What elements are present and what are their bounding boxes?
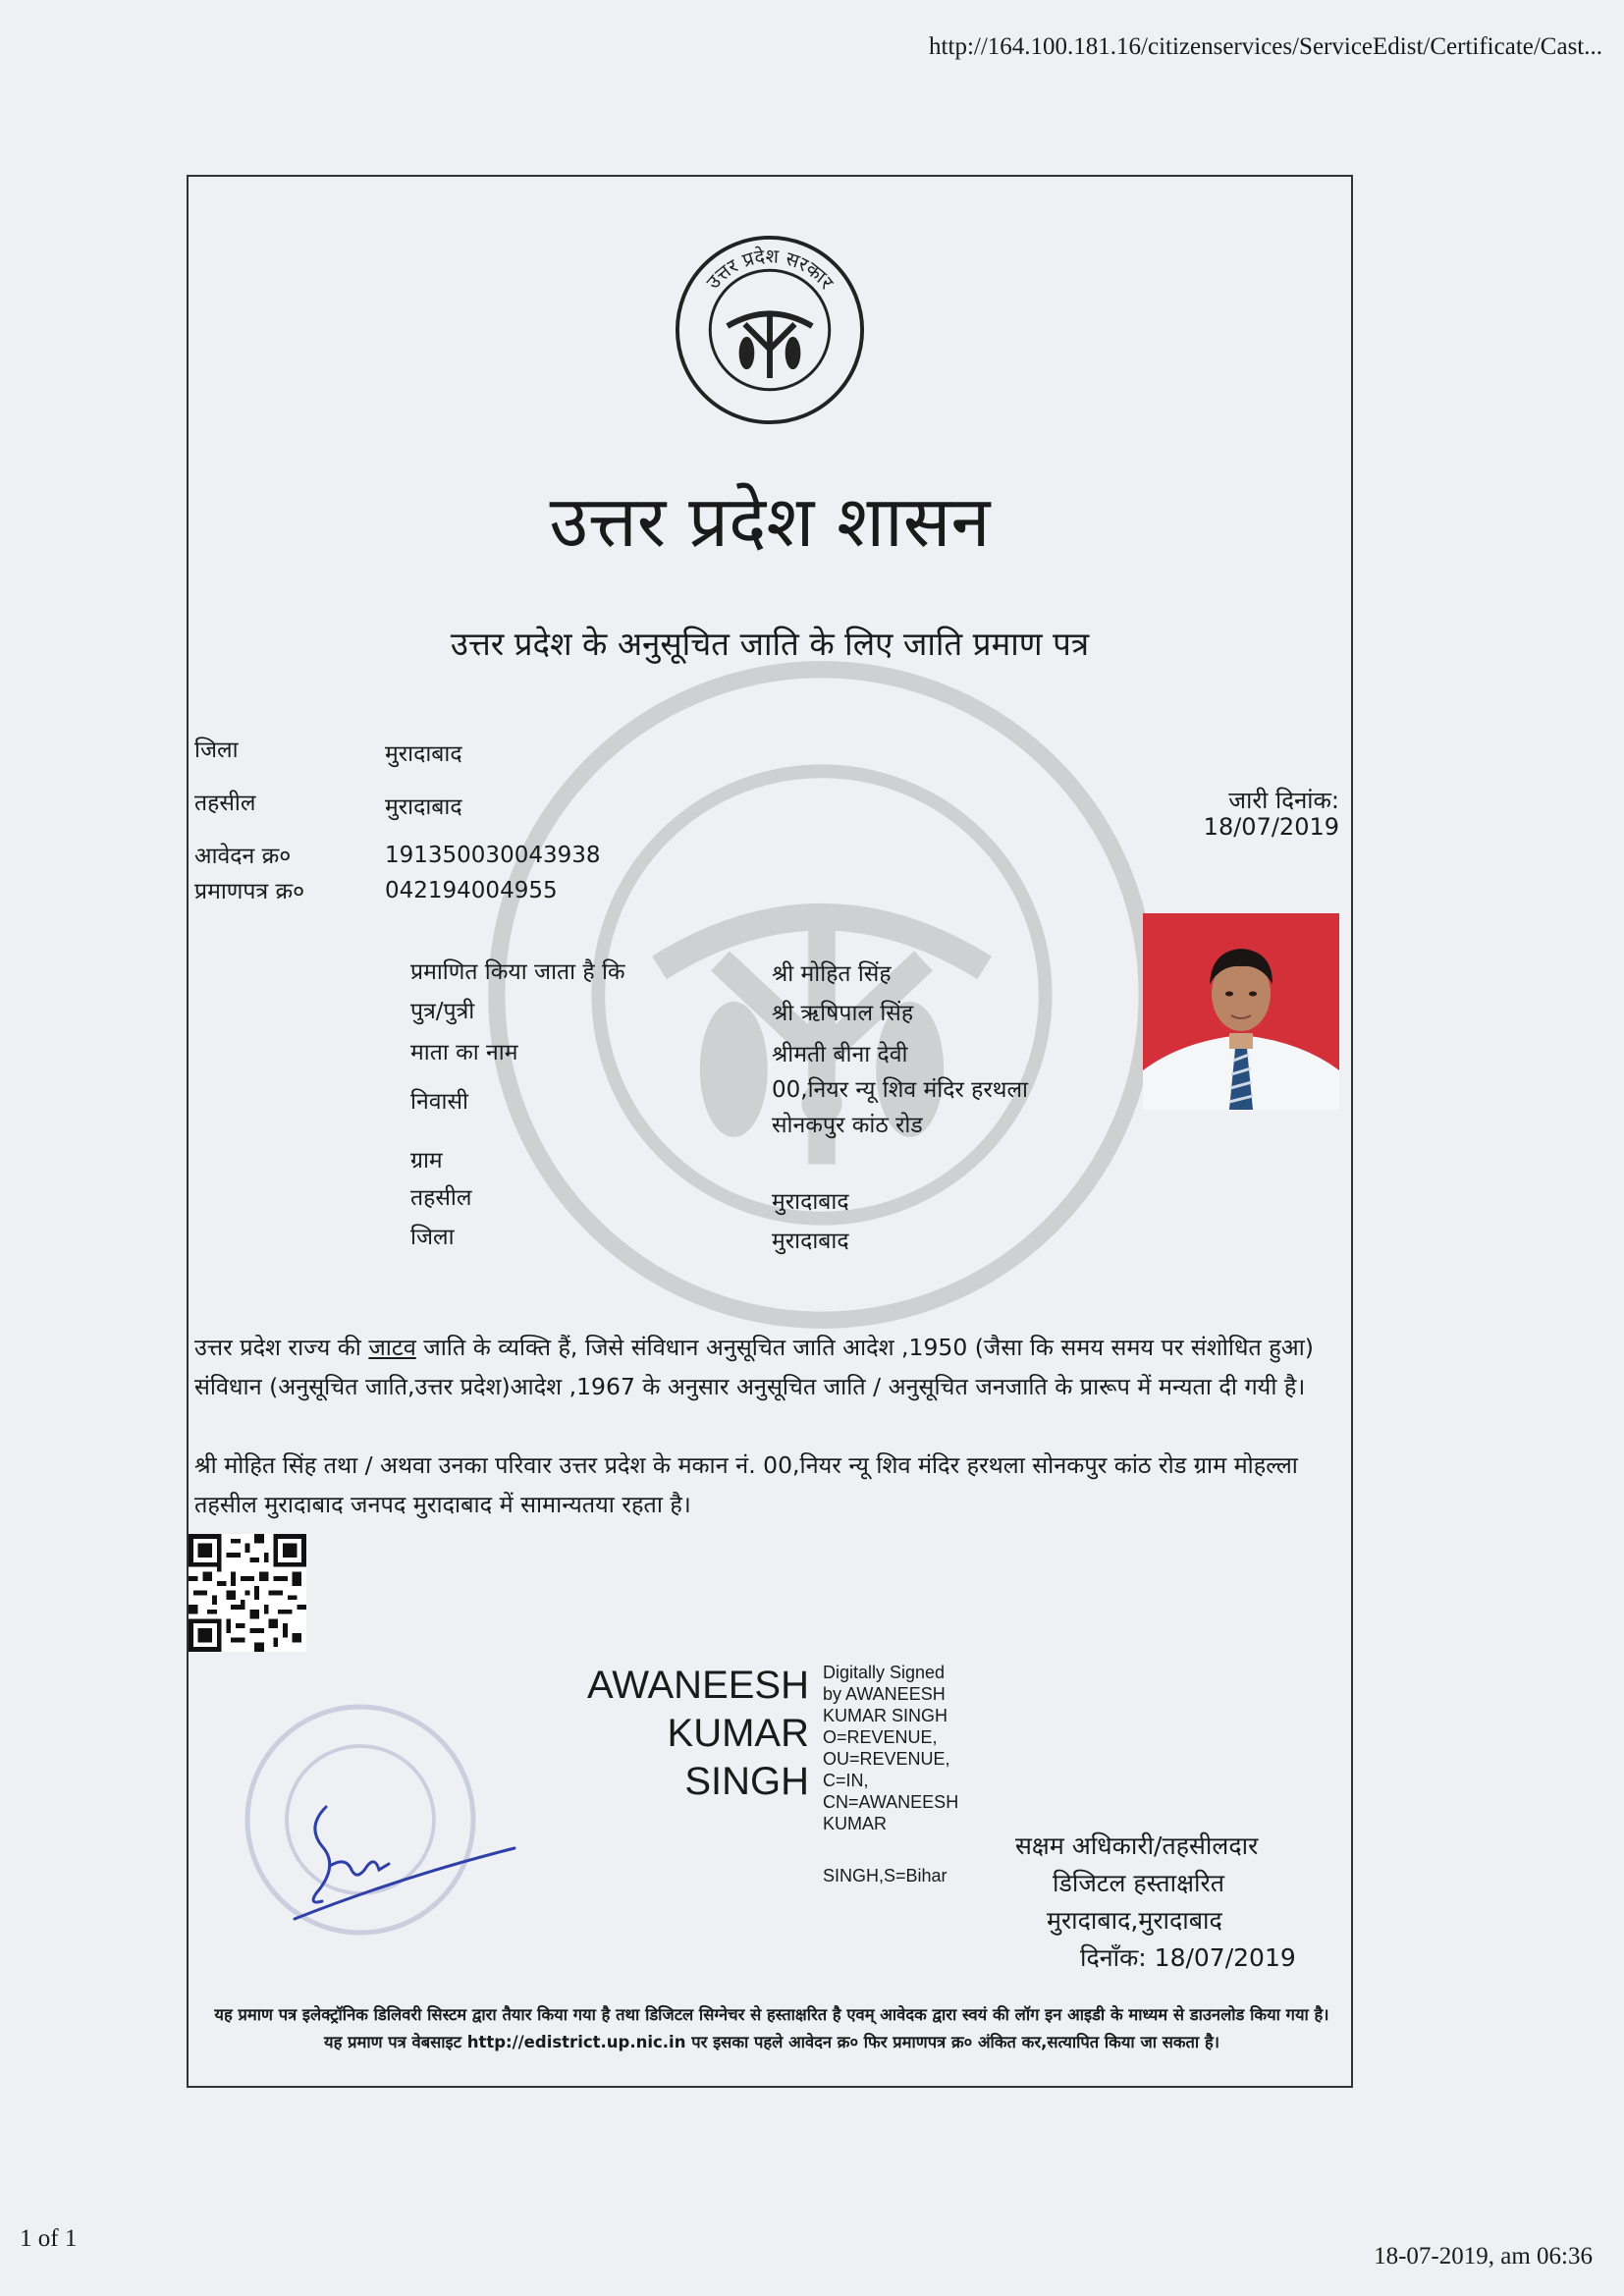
print-url: http://164.100.181.16/citizenservices/ServiceEdist/Certificate/Cast...: [929, 33, 1602, 60]
certificate: [187, 175, 1353, 2088]
application-no-value: 191350030043938: [385, 843, 601, 868]
certificate-no-value: 042194004955: [385, 878, 558, 903]
district-label: जिला: [194, 738, 239, 763]
father-name: श्री ऋषिपाल सिंह: [772, 1001, 914, 1026]
officer-designation: सक्षम अधिकारी/तहसीलदार: [1015, 1831, 1259, 1860]
detail-tehsil-value: मुरादाबाद: [772, 1189, 849, 1215]
detail-tehsil-label: तहसील: [410, 1185, 472, 1211]
applicant-name: श्री मोहित सिंह: [772, 961, 892, 987]
son-daughter-label: पुत्र/पुत्री: [410, 999, 475, 1024]
certified-label: प्रमाणित किया जाता है कि: [410, 959, 625, 985]
tehsil-value: मुरादाबाद: [385, 794, 462, 820]
village-label: ग्राम: [410, 1148, 443, 1174]
issue-date-label: जारी दिनांक:: [1228, 787, 1339, 814]
handwritten-signature: [287, 1768, 522, 1925]
digital-signature-state: SINGH,S=Bihar: [823, 1866, 947, 1886]
district-value: मुरादाबाद: [385, 741, 462, 767]
state-emblem: [674, 234, 866, 426]
verification-note: यह प्रमाण पत्र इलेक्ट्रॉनिक डिलिवरी सिस्टम द्वारा तैयार किया गया है तथा डिजिटल सिग्नेचर से हस्ताक्षरित है एवम् आवेदक द्वारा स्वयं की लॉग इन आइडी के माध्यम से डाउनलोड किया गया है। यह प्रमाण पत्र वेबसाइट http://edistrict.up.nic.in पर इसका पहले आवेदन क्र० फिर प्रमाणपत्र क्र० अंकित कर,सत्यापित किया जा सकता है।: [214, 2005, 1329, 2051]
svg-text:उत्तर प्रदेश सरकार: उत्तर प्रदेश सरकार: [701, 245, 839, 294]
digital-signer-name: AWANEESH KUMAR SINGH: [587, 1664, 809, 1803]
resident-label: निवासी: [410, 1089, 468, 1115]
caste-statement: उत्तर प्रदेश राज्य की जाटव जाति के व्यक्ति हैं, जिसे संविधान अनुसूचित जाति आदेश ,1950 (जैसा कि समय समय पर संशोधित हुआ) संविधान (अनुसूचित जाति,उत्तर प्रदेश)आदेश ,1967 के अनुसार अनुसूचित जाति / अनुसूचित जनजाति के प्रारूप में मन्यता दी गयी है।: [194, 1334, 1314, 1400]
tehsil-label: तहसील: [194, 791, 256, 816]
residence-statement: श्री मोहित सिंह तथा / अथवा उनका परिवार उत्तर प्रदेश के मकान नं. 00,नियर न्यू शिव मंदिर हरथला सोनकपुर कांठ रोड ग्राम मोहल्ला तहसील मुरादाबाद जनपद मुरादाबाद में सामान्यतया रहता है।: [194, 1451, 1298, 1518]
mother-name-label: माता का नाम: [410, 1040, 518, 1066]
print-timestamp: 18-07-2019, am 06:36: [1374, 2243, 1593, 2269]
government-title: उत्तर प्रदेश शासन: [549, 480, 991, 563]
mother-name: श्रीमती बीना देवी: [772, 1042, 908, 1067]
application-no-label: आवेदन क्र०: [194, 844, 292, 869]
officer-place: मुरादाबाद,मुरादाबाद: [1047, 1906, 1222, 1935]
issue-date: 18/07/2019: [1203, 813, 1339, 841]
digital-signature-details: Digitally Signed by AWANEESH KUMAR SINGH O=REVENUE, OU=REVENUE, C=IN, CN=AWANEESH KUMAR: [823, 1663, 959, 1833]
resident-address-line2: सोनकपुर कांठ रोड: [772, 1113, 923, 1138]
applicant-photo: [1143, 913, 1339, 1110]
detail-district-label: जिला: [410, 1225, 455, 1250]
resident-address-line1: 00,नियर न्यू शिव मंदिर हरथला: [772, 1077, 1028, 1103]
officer-signed: डिजिटल हस्ताक्षरित: [1053, 1869, 1224, 1897]
officer-date: दिनाँक: 18/07/2019: [1080, 1943, 1296, 1972]
print-page-number: 1 of 1: [20, 2225, 78, 2252]
detail-district-value: मुरादाबाद: [772, 1229, 849, 1254]
qr-code: [189, 1534, 306, 1652]
certificate-title: उत्तर प्रदेश के अनुसूचित जाति के लिए जाति प्रमाण पत्र: [450, 625, 1090, 663]
certificate-no-label: प्रमाणपत्र क्र०: [194, 879, 305, 904]
caste-name: जाटव: [368, 1334, 416, 1361]
